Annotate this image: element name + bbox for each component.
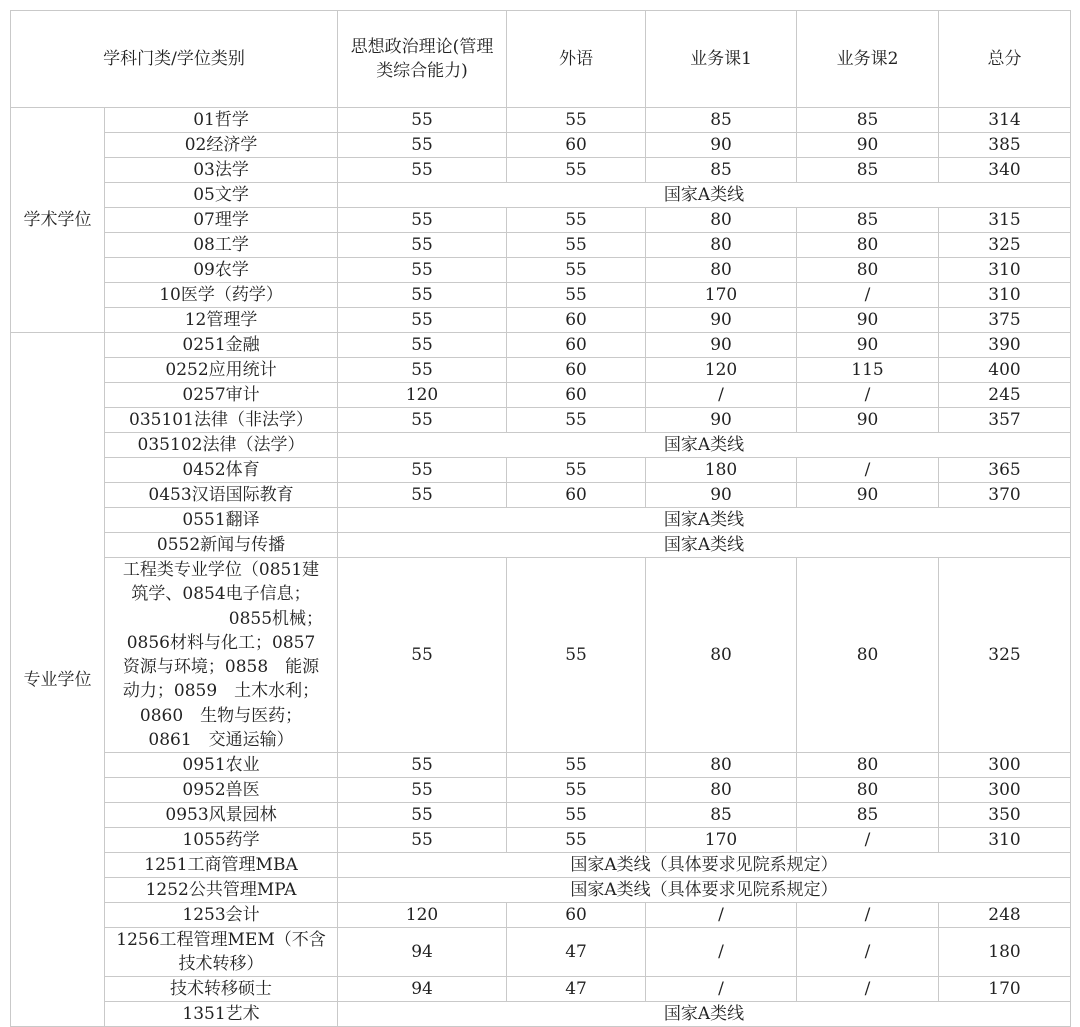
subject-cell: 05文学 xyxy=(105,183,338,208)
total-cell: 325 xyxy=(939,558,1071,753)
subject-cell: 0252应用统计 xyxy=(105,358,338,383)
course1-cell: / xyxy=(646,383,797,408)
total-cell: 385 xyxy=(939,133,1071,158)
table-row xyxy=(11,133,1071,158)
course2-cell: 90 xyxy=(797,333,939,358)
course1-cell: 90 xyxy=(646,308,797,333)
table-row xyxy=(11,533,1071,558)
total-cell: 375 xyxy=(939,308,1071,333)
group-professional: 专业学位 xyxy=(11,333,105,1027)
course2-cell: 80 xyxy=(797,233,939,258)
course2-cell: / xyxy=(797,828,939,853)
course2-cell: 90 xyxy=(797,133,939,158)
language-cell: 55 xyxy=(507,558,646,753)
course1-cell: 170 xyxy=(646,828,797,853)
course2-cell: 80 xyxy=(797,258,939,283)
course2-cell: 80 xyxy=(797,778,939,803)
language-cell: 55 xyxy=(507,408,646,433)
total-cell: 180 xyxy=(939,928,1071,977)
total-cell: 365 xyxy=(939,458,1071,483)
subject-line: 动力；0859 土木水利； xyxy=(122,681,320,702)
subject-line: 工程类专业学位（0851建 xyxy=(122,560,320,580)
course2-cell: / xyxy=(797,903,939,928)
table-row xyxy=(11,928,1071,977)
table-row xyxy=(11,483,1071,508)
table-row xyxy=(11,333,1071,358)
subject-cell: 0453汉语国际教育 xyxy=(105,483,338,508)
total-cell: 300 xyxy=(939,753,1071,778)
subject-cell: 0552新闻与传播 xyxy=(105,533,338,558)
politics-cell: 120 xyxy=(338,903,507,928)
header-language: 外语 xyxy=(507,11,646,108)
subject-cell: 09农学 xyxy=(105,258,338,283)
course2-cell: 85 xyxy=(797,208,939,233)
header-politics: 思想政治理论(管理类综合能力) xyxy=(338,11,507,108)
subject-cell: 1256工程管理MEM（不含技术转移） xyxy=(105,928,338,977)
table-row xyxy=(11,183,1071,208)
language-cell: 55 xyxy=(507,233,646,258)
politics-cell: 94 xyxy=(338,977,507,1002)
course1-cell: 90 xyxy=(646,408,797,433)
subject-cell: 1055药学 xyxy=(105,828,338,853)
politics-cell: 55 xyxy=(338,828,507,853)
language-cell: 55 xyxy=(507,258,646,283)
language-cell: 60 xyxy=(507,358,646,383)
politics-cell: 55 xyxy=(338,333,507,358)
politics-cell: 55 xyxy=(338,358,507,383)
subject-line: 筑学、0854电子信息； xyxy=(131,584,311,605)
language-cell: 55 xyxy=(507,458,646,483)
language-cell: 55 xyxy=(507,828,646,853)
course2-cell: 85 xyxy=(797,803,939,828)
course1-cell: 180 xyxy=(646,458,797,483)
merged-score-cell: 国家A类线 xyxy=(338,1002,1071,1027)
subject-cell: 03法学 xyxy=(105,158,338,183)
table-row xyxy=(11,408,1071,433)
course1-cell: 90 xyxy=(646,333,797,358)
course2-cell: 90 xyxy=(797,308,939,333)
table-row xyxy=(11,258,1071,283)
course1-cell: 170 xyxy=(646,283,797,308)
language-cell: 55 xyxy=(507,283,646,308)
subject-cell: 1253会计 xyxy=(105,903,338,928)
course1-cell: / xyxy=(646,977,797,1002)
subject-cell: 08工学 xyxy=(105,233,338,258)
language-cell: 60 xyxy=(507,903,646,928)
politics-cell: 55 xyxy=(338,108,507,133)
total-cell: 357 xyxy=(939,408,1071,433)
total-cell: 390 xyxy=(939,333,1071,358)
language-cell: 60 xyxy=(507,133,646,158)
language-cell: 60 xyxy=(507,383,646,408)
total-cell: 350 xyxy=(939,803,1071,828)
politics-cell: 55 xyxy=(338,408,507,433)
politics-cell: 94 xyxy=(338,928,507,977)
politics-cell: 55 xyxy=(338,258,507,283)
subject-cell: 1351艺术 xyxy=(105,1002,338,1027)
course2-cell: 90 xyxy=(797,483,939,508)
table-row xyxy=(11,108,1071,133)
table-row xyxy=(11,753,1071,778)
politics-cell: 55 xyxy=(338,283,507,308)
subject-cell xyxy=(105,558,338,753)
subject-cell: 12管理学 xyxy=(105,308,338,333)
course2-cell: / xyxy=(797,383,939,408)
subject-line: 0861 交通运输） xyxy=(148,730,294,751)
course2-cell: / xyxy=(797,977,939,1002)
language-cell: 55 xyxy=(507,753,646,778)
table-row xyxy=(11,508,1071,533)
politics-cell: 55 xyxy=(338,558,507,753)
merged-score-cell: 国家A类线（具体要求见院系规定） xyxy=(338,878,1071,903)
politics-cell: 55 xyxy=(338,208,507,233)
language-cell: 47 xyxy=(507,977,646,1002)
table-row xyxy=(11,977,1071,1002)
course2-cell: 80 xyxy=(797,558,939,753)
table-row xyxy=(11,233,1071,258)
total-cell: 314 xyxy=(939,108,1071,133)
score-table xyxy=(10,10,1071,1027)
course1-cell: 80 xyxy=(646,233,797,258)
language-cell: 60 xyxy=(507,483,646,508)
table-row xyxy=(11,208,1071,233)
subject-cell: 10医学（药学） xyxy=(105,283,338,308)
total-cell: 300 xyxy=(939,778,1071,803)
language-cell: 55 xyxy=(507,778,646,803)
subject-line: 0855机械； xyxy=(228,608,324,629)
course2-cell: 85 xyxy=(797,108,939,133)
group-academic: 学术学位 xyxy=(11,108,105,333)
table-row xyxy=(11,828,1071,853)
total-cell: 325 xyxy=(939,233,1071,258)
course1-cell: 80 xyxy=(646,258,797,283)
politics-cell: 55 xyxy=(338,158,507,183)
course2-cell: 90 xyxy=(797,408,939,433)
table-row xyxy=(11,853,1071,878)
table-row xyxy=(11,308,1071,333)
subject-line: 资源与环境；0858 能源 xyxy=(122,657,320,678)
politics-cell: 55 xyxy=(338,778,507,803)
table-row xyxy=(11,903,1071,928)
header-course1: 业务课1 xyxy=(646,11,797,108)
politics-cell: 55 xyxy=(338,483,507,508)
course1-cell: 80 xyxy=(646,753,797,778)
course2-cell: 80 xyxy=(797,753,939,778)
language-cell: 47 xyxy=(507,928,646,977)
table-row xyxy=(11,358,1071,383)
course1-cell: 80 xyxy=(646,778,797,803)
table-row xyxy=(11,1002,1071,1027)
course1-cell: 80 xyxy=(646,558,797,753)
politics-cell: 55 xyxy=(338,753,507,778)
header-category: 学科门类/学位类别 xyxy=(11,11,338,108)
politics-cell: 55 xyxy=(338,133,507,158)
table-row xyxy=(11,558,1071,753)
subject-cell: 02经济学 xyxy=(105,133,338,158)
course2-cell: 85 xyxy=(797,158,939,183)
language-cell: 55 xyxy=(507,803,646,828)
course2-cell: / xyxy=(797,928,939,977)
politics-cell: 120 xyxy=(338,383,507,408)
course1-cell: / xyxy=(646,903,797,928)
total-cell: 400 xyxy=(939,358,1071,383)
table-row xyxy=(11,383,1071,408)
politics-cell: 55 xyxy=(338,233,507,258)
total-cell: 170 xyxy=(939,977,1071,1002)
language-cell: 55 xyxy=(507,208,646,233)
table-row xyxy=(11,158,1071,183)
course2-cell: / xyxy=(797,283,939,308)
subject-cell: 07理学 xyxy=(105,208,338,233)
course1-cell: 90 xyxy=(646,483,797,508)
total-cell: 310 xyxy=(939,258,1071,283)
language-cell: 60 xyxy=(507,308,646,333)
course1-cell: 85 xyxy=(646,108,797,133)
language-cell: 55 xyxy=(507,108,646,133)
subject-cell: 1252公共管理MPA xyxy=(105,878,338,903)
course1-cell: 85 xyxy=(646,158,797,183)
total-cell: 245 xyxy=(939,383,1071,408)
subject-cell: 技术转移硕士 xyxy=(105,977,338,1002)
table-row xyxy=(11,458,1071,483)
course1-cell: / xyxy=(646,928,797,977)
table-row xyxy=(11,778,1071,803)
subject-line: 0856材料与化工；0857 xyxy=(126,632,316,653)
course2-cell: 115 xyxy=(797,358,939,383)
subject-cell: 1251工商管理MBA xyxy=(105,853,338,878)
merged-score-cell: 国家A类线 xyxy=(338,533,1071,558)
subject-cell: 035102法律（法学） xyxy=(105,433,338,458)
subject-cell: 0251金融 xyxy=(105,333,338,358)
header-course2: 业务课2 xyxy=(797,11,939,108)
course1-cell: 80 xyxy=(646,208,797,233)
total-cell: 315 xyxy=(939,208,1071,233)
subject-cell: 0952兽医 xyxy=(105,778,338,803)
subject-cell: 01哲学 xyxy=(105,108,338,133)
total-cell: 310 xyxy=(939,828,1071,853)
total-cell: 340 xyxy=(939,158,1071,183)
subject-cell: 0551翻译 xyxy=(105,508,338,533)
total-cell: 370 xyxy=(939,483,1071,508)
table-row xyxy=(11,283,1071,308)
subject-cell: 035101法律（非法学） xyxy=(105,408,338,433)
table-row xyxy=(11,433,1071,458)
politics-cell: 55 xyxy=(338,308,507,333)
subject-cell: 0257审计 xyxy=(105,383,338,408)
table-row xyxy=(11,878,1071,903)
merged-score-cell: 国家A类线 xyxy=(338,508,1071,533)
subject-cell: 0951农业 xyxy=(105,753,338,778)
header-row xyxy=(11,11,1071,108)
subject-cell: 0452体育 xyxy=(105,458,338,483)
total-cell: 310 xyxy=(939,283,1071,308)
subject-line: 0860 生物与医药； xyxy=(139,705,303,726)
merged-score-cell: 国家A类线（具体要求见院系规定） xyxy=(338,853,1071,878)
merged-score-cell: 国家A类线 xyxy=(338,433,1071,458)
politics-cell: 55 xyxy=(338,803,507,828)
politics-cell: 55 xyxy=(338,458,507,483)
subject-cell: 0953风景园林 xyxy=(105,803,338,828)
header-total: 总分 xyxy=(939,11,1071,108)
course2-cell: / xyxy=(797,458,939,483)
course1-cell: 90 xyxy=(646,133,797,158)
table-row xyxy=(11,803,1071,828)
language-cell: 60 xyxy=(507,333,646,358)
merged-score-cell: 国家A类线 xyxy=(338,183,1071,208)
course1-cell: 85 xyxy=(646,803,797,828)
total-cell: 248 xyxy=(939,903,1071,928)
language-cell: 55 xyxy=(507,158,646,183)
course1-cell: 120 xyxy=(646,358,797,383)
